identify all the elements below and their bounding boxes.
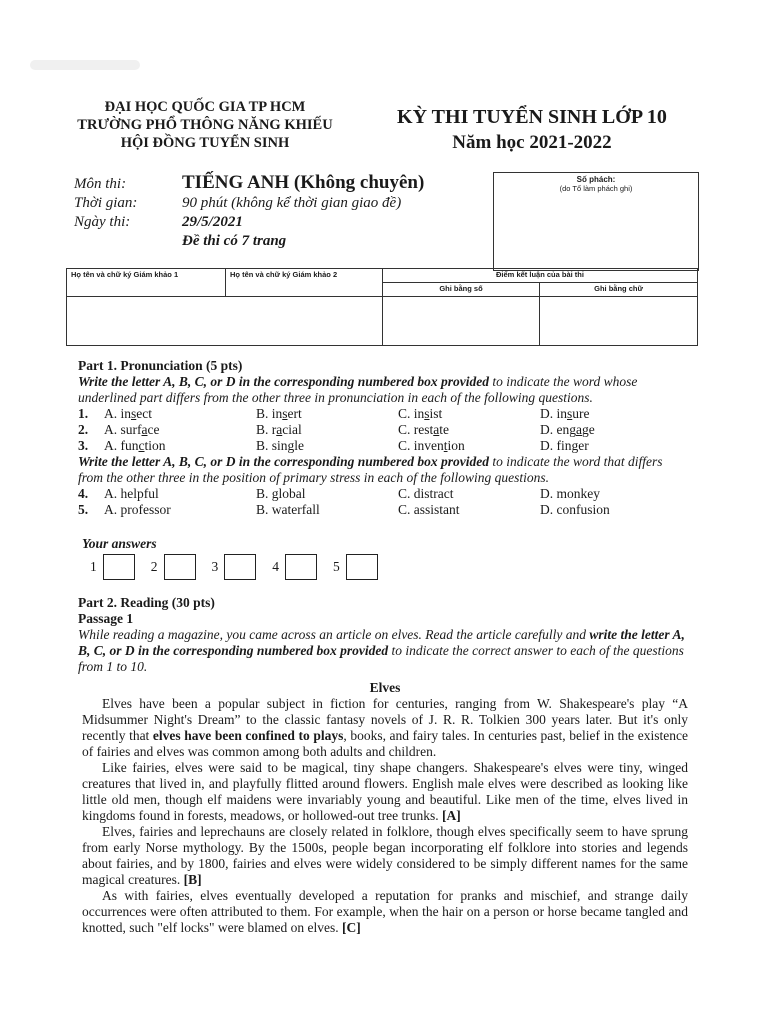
answer-number: 2 [150, 559, 158, 574]
option-d: D. finger [540, 438, 589, 453]
article-title: Elves [369, 680, 401, 695]
article-paragraph-1: Elves have been a popular subject in fiction for centuries, ranging from W. Shakespeare's play “A Midsummer Night's Dream” to the classic fantasy novels of J. R. R. Tolkien 300 years later. But it's only recently that elves have been confined to plays, books, and fairy tales. In centuries past, belief in the existence of fairies and elves was common among both adults and children. [82, 696, 688, 759]
question-row: 2. A. surface B. racial C. restate D. engage [78, 422, 688, 438]
option-c: C. assistant [398, 502, 460, 517]
sophach-box [493, 172, 699, 271]
option-d: D. engage [540, 422, 595, 437]
option-d: D. insure [540, 406, 590, 421]
option-c: C. distract [398, 486, 454, 501]
result-header: Điểm kết luận của bài thi [383, 269, 698, 283]
part1-instruction-1: Write the letter A, B, C, or D in the corresponding numbered box provided to indicate the word whose underlined part differs from the other three in pronunciation in each of the following questions. [78, 374, 638, 405]
option-c: C. insist [398, 406, 443, 421]
answers-label: Your answers [82, 536, 157, 551]
grading-table [66, 268, 698, 346]
council-name: HỘI ĐỒNG TUYỂN SINH [120, 135, 290, 151]
part2-instruction: While reading a magazine, you came across an article on elves. Read the article carefully and write the letter A, B, C, or D in the corresponding numbered box provided to indicate the correct answer to each of the questions from 1 to 10. [78, 627, 685, 674]
exam-info [74, 173, 424, 251]
option-b: B. waterfall [256, 502, 320, 517]
question-row: 4. A. helpful B. global C. distract D. monkey [78, 486, 688, 502]
article-paragraph-2: Like fairies, elves were said to be magical, tiny shape changers. Shakespeare's elves were tiny, winged creatures that lived in, and playfully flitted around flowers. English male elves were described as looking like little old men, though elf maidens were invariably young and beautiful. Like men of the time, elves lived in kingdoms found in forests, meadows, or hollowed-out tree trunks. [A] [82, 760, 688, 823]
exam-header [372, 104, 692, 156]
answer-box-1[interactable] [103, 554, 135, 580]
time-label: Thời gian: [74, 195, 138, 211]
word-score-header: Ghi bằng chữ [540, 283, 698, 297]
option-c: C. invention [398, 438, 465, 453]
question-row: 1. A. insect B. insert C. insist D. insure [78, 406, 688, 422]
sophach-label: Số phách: [576, 175, 616, 184]
page-count: Đề thi có 7 trang [182, 233, 287, 249]
marker-b: [B] [183, 872, 202, 887]
answer-number: 4 [272, 559, 279, 574]
answer-boxes [90, 554, 394, 580]
school-name: TRƯỜNG PHỔ THÔNG NĂNG KHIẾU [77, 117, 333, 133]
part1-instruction-2: Write the letter A, B, C, or D in the corresponding numbered box provided to indicate the word that differs from the other three in the position of primary stress in each of the following questions. [78, 454, 663, 485]
sophach-note: (do Tổ làm phách ghi) [559, 184, 633, 193]
option-d: D. confusion [540, 502, 610, 517]
subject-value: TIẾNG ANH (Không chuyên) [182, 172, 425, 193]
option-c: C. restate [398, 422, 449, 437]
numeric-score-space [383, 297, 540, 346]
answer-box-4[interactable] [285, 554, 317, 580]
answer-box-5[interactable] [346, 554, 378, 580]
institution-header [60, 98, 350, 152]
option-b: B. insert [256, 406, 302, 421]
school-year: Năm học 2021-2022 [452, 132, 612, 153]
article [82, 680, 688, 936]
university-name: ĐẠI HỌC QUỐC GIA TP HCM [104, 99, 306, 115]
marker-c: [C] [341, 920, 361, 935]
passage-label: Passage 1 [78, 611, 134, 626]
examiner-sign-space [67, 297, 383, 346]
examiner2-cell: Họ tên và chữ ký Giám khảo 2 [226, 269, 383, 297]
article-paragraph-4: As with fairies, elves eventually developed a reputation for pranks and mischief, and strange daily occurrences were often attributed to them. For example, when the hair on a person or horse became tangled and knotted, such "elf locks" were blamed on elves. [C] [82, 888, 688, 935]
numeric-score-header: Ghi bằng số [383, 283, 540, 297]
date-value: 29/5/2021 [182, 214, 243, 230]
part2-title: Part 2. Reading (30 pts) [78, 595, 215, 610]
answer-number: 3 [211, 559, 219, 574]
answer-number: 5 [333, 559, 340, 574]
scan-smudge [30, 60, 140, 70]
question-row: 5. A. professor B. waterfall C. assistant D. confusion [78, 502, 688, 518]
marker-a: [A] [441, 808, 461, 823]
part1-title: Part 1. Pronunciation (5 pts) [78, 358, 243, 373]
option-b: B. global [256, 486, 306, 501]
article-paragraph-3: Elves, fairies and leprechauns are closely related in folklore, though elves specifically seem to have sprung from early Norse mythology. By the 1500s, people began incorporating elf folklore into stories and legends about fairies, and by 1800, fairies and elves were widely considered to be simply different names for the same magical creatures. [B] [82, 824, 688, 887]
subject-label: Môn thi: [74, 176, 127, 192]
part1-section [78, 358, 688, 518]
part2-section [78, 595, 688, 675]
option-d: D. monkey [540, 486, 600, 501]
answer-number: 1 [90, 559, 97, 574]
time-value: 90 phút (không kể thời gian giao đề) [182, 195, 402, 211]
option-a: A. professor [104, 502, 171, 517]
option-a: A. function [104, 438, 166, 453]
examiner1-cell: Họ tên và chữ ký Giám khảo 1 [67, 269, 226, 297]
word-score-space [540, 297, 698, 346]
answer-box-2[interactable] [164, 554, 196, 580]
option-a: A. insect [104, 406, 153, 421]
option-b: B. single [256, 438, 305, 453]
date-label: Ngày thi: [74, 214, 131, 230]
answer-box-3[interactable] [224, 554, 256, 580]
option-b: B. racial [256, 422, 302, 437]
option-a: A. surface [104, 422, 160, 437]
option-a: A. helpful [104, 486, 159, 501]
exam-title: KỲ THI TUYỂN SINH LỚP 10 [397, 106, 667, 128]
question-row: 3. A. function B. single C. invention D. finger [78, 438, 688, 454]
